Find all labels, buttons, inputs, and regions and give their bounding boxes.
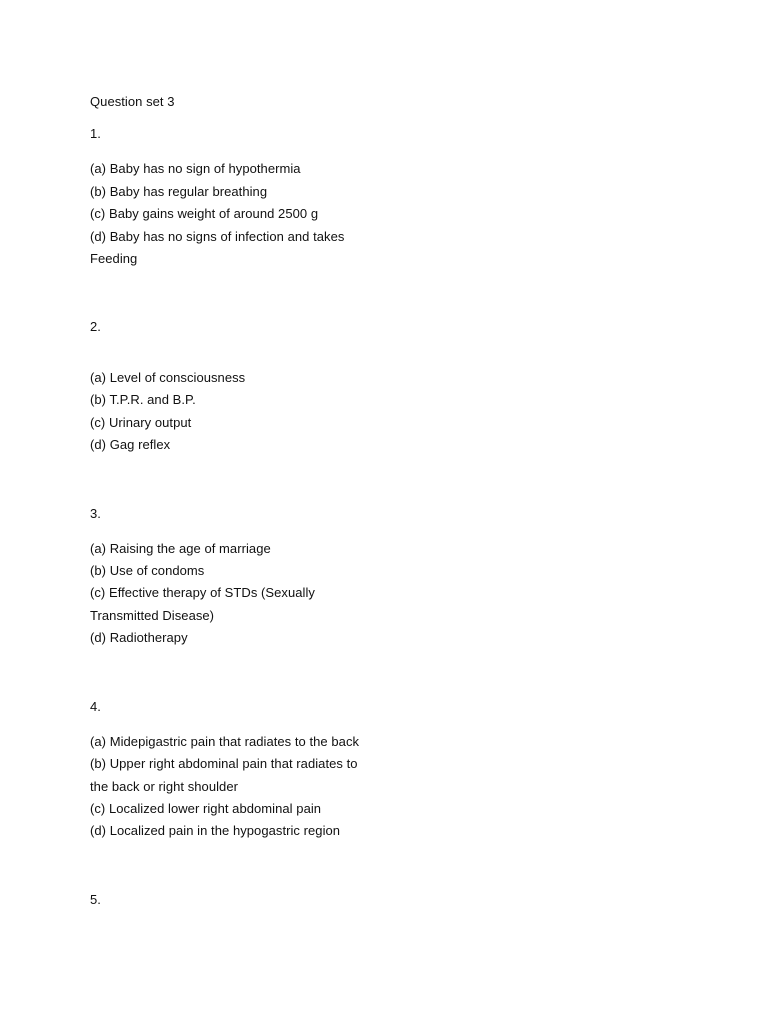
question-2-option-c: (c) Urinary output [90, 415, 192, 430]
question-3-number: 3. [90, 506, 101, 521]
document-title: Question set 3 [90, 94, 175, 109]
question-4-option-d: (d) Localized pain in the hypogastric region [90, 823, 341, 838]
question-1-option-d: (d) Baby has no signs of infection and takes [90, 229, 345, 244]
question-1-option-b: (b) Baby has regular breathing [90, 184, 268, 199]
question-4-option-a: (a) Midepigastric pain that radiates to the back [90, 734, 360, 749]
question-2-option-a: (a) Level of consciousness [90, 370, 246, 385]
question-3-option-a: (a) Raising the age of marriage [90, 541, 271, 556]
question-2-option-d: (d) Gag reflex [90, 437, 171, 452]
question-3-option-b: (b) Use of condoms [90, 563, 205, 578]
question-5-number: 5. [90, 892, 101, 907]
question-1-option-a: (a) Baby has no sign of hypothermia [90, 161, 301, 176]
question-1-option-c: (c) Baby gains weight of around 2500 g [90, 206, 319, 221]
question-2-number: 2. [90, 319, 101, 334]
question-2-option-b: (b) T.P.R. and B.P. [90, 392, 196, 407]
question-1-option-d-continued: Feeding [90, 251, 138, 266]
question-4-number: 4. [90, 699, 101, 714]
question-3-option-c: (c) Effective therapy of STDs (Sexually [90, 585, 315, 600]
question-3-option-d: (d) Radiotherapy [90, 630, 188, 645]
question-1-number: 1. [90, 126, 101, 141]
question-4-option-b: (b) Upper right abdominal pain that radiates to [90, 756, 358, 771]
question-4-option-b-continued: the back or right shoulder [90, 779, 238, 794]
question-3-option-c-continued: Transmitted Disease) [90, 608, 215, 623]
question-4-option-c: (c) Localized lower right abdominal pain [90, 801, 322, 816]
